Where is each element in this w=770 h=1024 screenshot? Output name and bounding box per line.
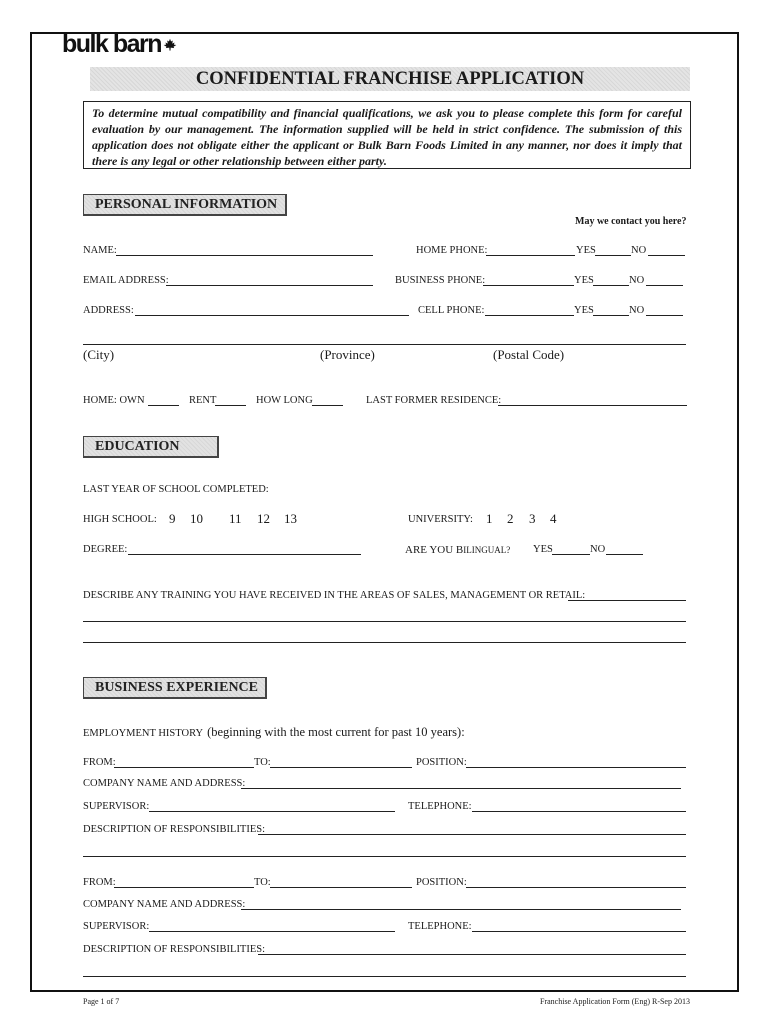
- home-phone-no-label: NO: [631, 245, 647, 256]
- bilingual-no-label: NO: [590, 544, 606, 555]
- to-field-2[interactable]: [270, 887, 412, 888]
- last-year-label: LAST YEAR OF SCHOOL COMPLETED:: [83, 484, 269, 495]
- telephone-label-1: TELEPHONE:: [408, 801, 472, 812]
- name-label: NAME:: [83, 245, 117, 256]
- training-field-2[interactable]: [83, 621, 686, 622]
- last-residence-label: LAST FORMER RESIDENCE:: [366, 395, 502, 406]
- description-field-1b[interactable]: [83, 856, 686, 857]
- email-label: EMAIL ADDRESS:: [83, 275, 169, 286]
- home-phone-yes-field[interactable]: [595, 255, 631, 256]
- telephone-field-2[interactable]: [472, 931, 686, 932]
- position-label-2: POSITION:: [416, 877, 467, 888]
- uni-year-2[interactable]: 2: [507, 511, 514, 526]
- page-title: CONFIDENTIAL FRANCHISE APPLICATION: [195, 69, 585, 89]
- description-label-1: DESCRIPTION OF RESPONSIBILITIES:: [83, 824, 266, 835]
- hs-grade-9[interactable]: 9: [169, 511, 176, 526]
- training-field-3[interactable]: [83, 642, 686, 643]
- from-label-1: FROM:: [83, 757, 116, 768]
- email-field[interactable]: [166, 285, 373, 286]
- uni-year-3[interactable]: 3: [529, 511, 536, 526]
- high-school-label: HIGH SCHOOL:: [83, 514, 157, 525]
- from-field-1[interactable]: [114, 767, 254, 768]
- intro-paragraph: To determine mutual compatibility and financial qualifications, we ask you to please complete this form for careful evaluation by our management. The information supplied will be held in strict confidence. The submission of this application does not obligate either the applicant or Bulk Barn Foods Limited in any manner, nor does it imply that there is any legal or other relationship between either party.: [83, 101, 691, 169]
- city-province-postal-field[interactable]: [83, 344, 686, 345]
- supervisor-label-2: SUPERVISOR:: [83, 921, 150, 932]
- telephone-field-1[interactable]: [472, 811, 686, 812]
- business-phone-yes-field[interactable]: [593, 285, 629, 286]
- description-field-2b[interactable]: [83, 976, 686, 977]
- hs-grade-11[interactable]: 11: [229, 511, 242, 526]
- training-label: DESCRIBE ANY TRAINING YOU HAVE RECEIVED IN THE AREAS OF SALES, MANAGEMENT OR RETAIL:: [83, 590, 586, 601]
- province-label: (Province): [320, 347, 375, 362]
- company-label-1: COMPANY NAME AND ADDRESS:: [83, 778, 246, 789]
- bilingual-yes-field[interactable]: [552, 554, 590, 555]
- training-field-1[interactable]: [568, 600, 686, 601]
- description-field-1a[interactable]: [258, 834, 686, 835]
- company-field-1[interactable]: [241, 788, 681, 789]
- home-phone-label: HOME PHONE:: [416, 245, 488, 256]
- hs-grade-12[interactable]: 12: [257, 511, 270, 526]
- contact-note: May we contact you here?: [575, 216, 687, 227]
- page-frame: [30, 32, 739, 992]
- supervisor-label-1: SUPERVISOR:: [83, 801, 150, 812]
- name-field[interactable]: [116, 255, 373, 256]
- to-label-2: TO:: [254, 877, 271, 888]
- bilingual-yes-label: YES: [533, 544, 553, 555]
- position-label-1: POSITION:: [416, 757, 467, 768]
- cell-phone-no-field[interactable]: [646, 315, 683, 316]
- to-field-1[interactable]: [270, 767, 412, 768]
- business-phone-no-field[interactable]: [646, 285, 683, 286]
- cell-phone-label: CELL PHONE:: [418, 305, 485, 316]
- last-residence-field[interactable]: [498, 405, 687, 406]
- postal-code-label: (Postal Code): [493, 347, 565, 362]
- description-label-2: DESCRIPTION OF RESPONSIBILITIES:: [83, 944, 266, 955]
- form-identifier: Franchise Application Form (Eng) R-Sep 2013: [540, 997, 690, 1006]
- city-label: (City): [83, 347, 115, 362]
- company-label-2: COMPANY NAME AND ADDRESS:: [83, 899, 246, 910]
- employment-history-label: EMPLOYMENT HISTORY (beginning with the most current for past 10 years):: [83, 725, 465, 739]
- home-own-field[interactable]: [148, 405, 179, 406]
- hs-grade-10[interactable]: 10: [190, 511, 203, 526]
- how-long-field[interactable]: [312, 405, 343, 406]
- description-field-2a[interactable]: [258, 954, 686, 955]
- rent-field[interactable]: [215, 405, 246, 406]
- hs-grade-13[interactable]: 13: [284, 511, 297, 526]
- degree-label: DEGREE:: [83, 544, 128, 555]
- page-number: Page 1 of 7: [83, 997, 120, 1006]
- business-experience-heading: BUSINESS EXPERIENCE: [83, 677, 267, 699]
- business-phone-label: BUSINESS PHONE:: [395, 275, 486, 286]
- cell-phone-no-label: NO: [629, 305, 645, 316]
- personal-info-heading: PERSONAL INFORMATION: [83, 194, 287, 216]
- supervisor-field-2[interactable]: [149, 931, 395, 932]
- bilingual-label: ARE YOU BILINGUAL?: [405, 544, 511, 556]
- supervisor-field-1[interactable]: [149, 811, 395, 812]
- home-phone-no-field[interactable]: [648, 255, 685, 256]
- address-field[interactable]: [135, 315, 409, 316]
- company-field-2[interactable]: [241, 909, 681, 910]
- position-field-2[interactable]: [466, 887, 686, 888]
- uni-year-1[interactable]: 1: [486, 511, 493, 526]
- rent-label: RENT: [189, 395, 217, 406]
- telephone-label-2: TELEPHONE:: [408, 921, 472, 932]
- home-own-label: HOME: OWN: [83, 395, 145, 406]
- uni-year-4[interactable]: 4: [550, 511, 557, 526]
- home-phone-field[interactable]: [486, 255, 575, 256]
- maple-leaf-icon: [163, 38, 177, 52]
- to-label-1: TO:: [254, 757, 271, 768]
- bulk-barn-logo: bulk barn: [62, 30, 177, 58]
- cell-phone-yes-field[interactable]: [593, 315, 629, 316]
- home-phone-yes-label: YES: [576, 245, 596, 256]
- business-phone-field[interactable]: [483, 285, 574, 286]
- business-phone-yes-label: YES: [574, 275, 594, 286]
- position-field-1[interactable]: [466, 767, 686, 768]
- from-field-2[interactable]: [114, 887, 254, 888]
- university-label: UNIVERSITY:: [408, 514, 473, 525]
- degree-field[interactable]: [128, 554, 361, 555]
- address-label: ADDRESS:: [83, 305, 134, 316]
- business-phone-no-label: NO: [629, 275, 645, 286]
- how-long-label: HOW LONG: [256, 395, 313, 406]
- cell-phone-field[interactable]: [485, 315, 574, 316]
- bilingual-no-field[interactable]: [606, 554, 643, 555]
- cell-phone-yes-label: YES: [574, 305, 594, 316]
- education-heading: EDUCATION: [83, 436, 219, 458]
- from-label-2: FROM:: [83, 877, 116, 888]
